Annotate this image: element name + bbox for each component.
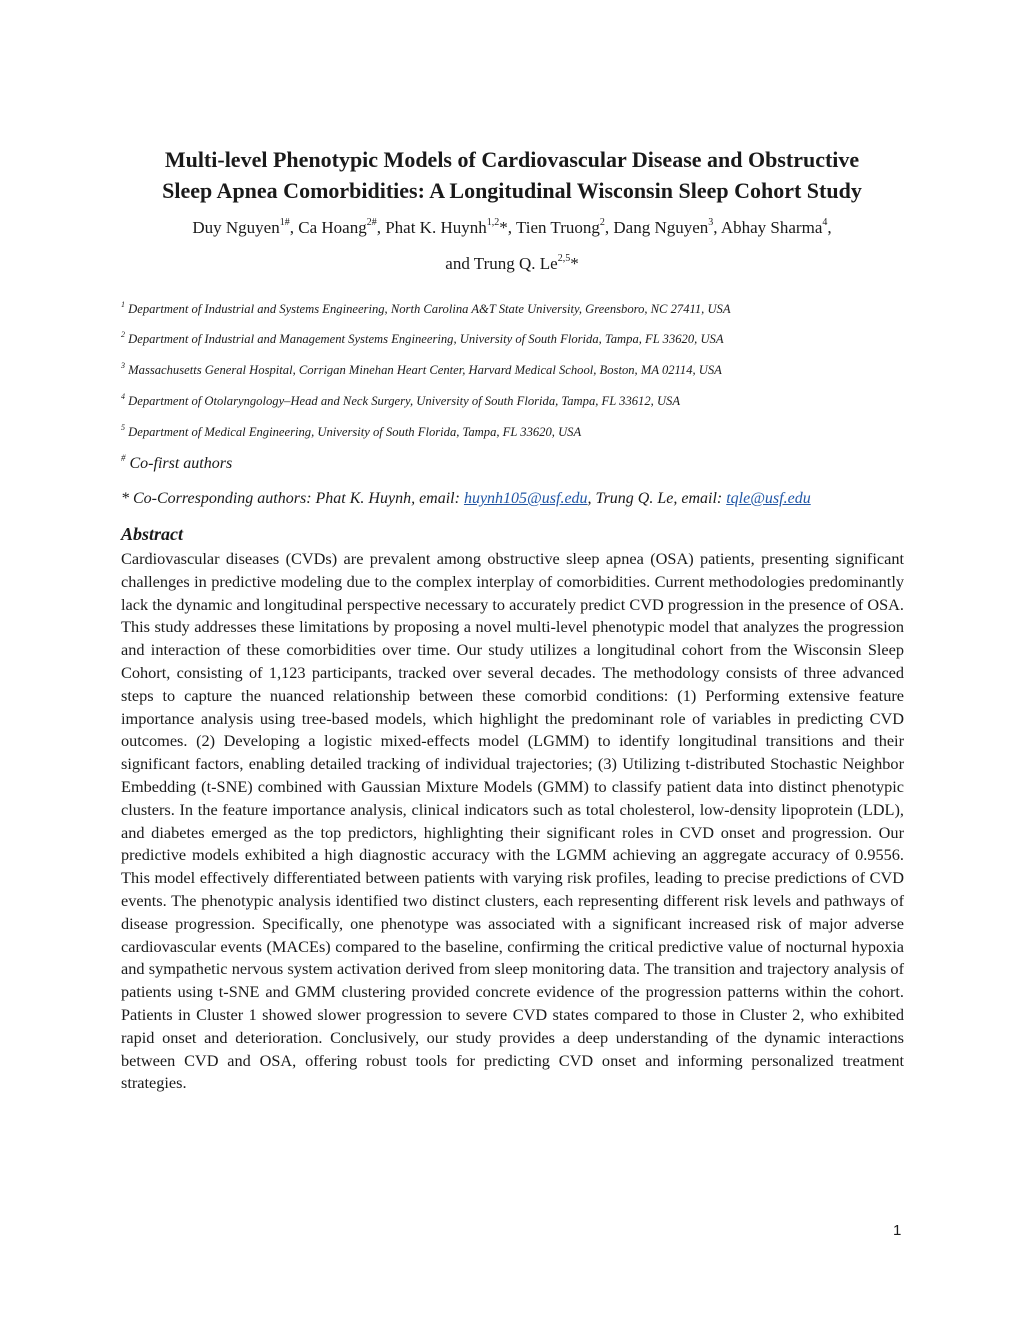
author-name: Tien Truong: [515, 218, 600, 237]
affiliation-text: Massachusetts General Hospital, Corrigan Minehan Heart Center, Harvard Medical School, Boston, MA 02114, USA: [128, 363, 722, 377]
corresponding-note: [121, 489, 921, 509]
author-affiliation-mark: 3: [708, 217, 714, 229]
affiliation-number: 4: [121, 391, 125, 401]
affiliation-number: 3: [121, 360, 125, 370]
author-affiliation-mark: 2: [599, 217, 605, 229]
author-list-continued: [100, 253, 924, 275]
affiliation: [121, 424, 921, 440]
author-name: Duy Nguyen: [192, 218, 280, 237]
affiliation-text: Department of Medical Engineering, University of South Florida, Tampa, FL 33620, USA: [128, 425, 582, 439]
affiliation-text: Department of Industrial and Management Systems Engineering, University of South Florida, Tampa, FL 33620, USA: [128, 332, 724, 346]
co-first-note: [121, 454, 921, 474]
author-name: Trung Q. Le: [473, 254, 558, 273]
affiliation-number: 1: [121, 299, 125, 309]
abstract-text: Cardiovascular diseases (CVDs) are prevalent among obstructive sleep apnea (OSA) patients, presenting significant challenges in predictive modeling due to the complex interplay of comorbidities. Current methodologies predominantly lack the dynamic and longitudinal perspective necessary to accurately predict CVD progression in the presence of OSA. This study addresses these limitations by proposing a novel multi-level phenotypic model that analyzes the progression and interaction of these comorbidities over time. Our study utilizes a longitudinal cohort from the Wisconsin Sleep Cohort, consisting of 1,123 participants, tracked over several decades. The methodology consists of three advanced steps to capture the nuanced relationship between these comorbid conditions: (1) Performing extensive feature importance analysis using tree-based models, which highlight the predominant role of variables in predicting CVD outcomes. (2) Developing a logistic mixed-effects model (LGMM) to identify longitudinal transitions and their significant factors, enabling detailed tracking of individual trajectories; (3) Utilizing t-distributed Stochastic Neighbor Embedding (t-SNE) combined with Gaussian Mixture Models (GMM) to classify patient data into distinct phenotypic clusters. In the feature importance analysis, clinical indicators such as total cholesterol, low-density lipoprotein (LDL), and diabetes emerged as the top predictors, highlighting their significant roles in CVD onset and progression. Our predictive models exhibited a high diagnostic accuracy with the LGMM achieving an aggregate accuracy of 0.9556. This model effectively differentiated between patients with varying risk profiles, leading to precise predictions of CVD events. The phenotypic analysis identified two distinct clusters, each representing different risk levels and pathways of disease progression. Specifically, one phenotype was associated with a significant increased risk of major adverse cardiovascular events (MACEs) compared to the baseline, confirming the critical predictive value of nocturnal hypoxia and sympathetic nervous system activation derived from sleep monitoring data. The transition and trajectory analysis of patients using t-SNE and GMM clustering provided concrete evidence of the progression patterns within the cohort. Patients in Cluster 1 showed slower progression to severe CVD states compared to those in Cluster 2, who exhibited rapid onset and deterioration. Conclusively, our study provides a deep understanding of the dynamic interactions between CVD and OSA, offering robust tools for predicting CVD onset and informing personalized treatment strategies.: [121, 549, 904, 1093]
corresponding-prefix: * Co-Corresponding authors: Phat K. Huynh, email:: [121, 490, 464, 507]
co-first-mark: #: [121, 452, 126, 463]
author-list: Duy Nguyen$^{1\#}$, Ca Hoang$^{2\#}$, Phat K. Huynh$^{1,2}$*, Tien Truong$^2$, Dang Nguyen$^3$, Abhay Sharma$^4$,: [192, 217, 832, 237]
affiliation: [121, 331, 921, 347]
author-name: Dang Nguyen: [613, 218, 709, 237]
abstract-heading: Abstract: [121, 524, 184, 544]
affiliation: [121, 393, 921, 409]
author-affiliation-mark: 1#: [279, 217, 290, 229]
author-affiliation-mark: 4: [822, 217, 828, 229]
author-name: Abhay Sharma: [720, 218, 823, 237]
email-link-huynh[interactable]: huynh105@usf.edu: [463, 490, 588, 507]
affiliation-number: 2: [121, 329, 125, 339]
paper-title: [100, 144, 924, 206]
affiliation: [121, 301, 921, 317]
corresponding-mark: *: [499, 218, 508, 237]
affiliation-number: 5: [121, 422, 125, 432]
author-affiliation-mark: 2,5: [557, 253, 571, 265]
author-name: Ca Hoang: [298, 218, 367, 237]
corresponding-middle: , Trung Q. Le, email:: [587, 490, 727, 507]
co-first-text: Co-first authors: [129, 455, 233, 472]
affiliation: [121, 362, 921, 378]
corresponding-mark: *: [570, 254, 579, 273]
author-affiliation-mark: 1,2: [486, 217, 500, 229]
paper-title-line-2: Sleep Apnea Comorbidities: A Longitudinal Wisconsin Sleep Cohort Study: [162, 178, 862, 203]
affiliation-text: Department of Otolaryngology–Head and Neck Surgery, University of South Florida, Tampa, FL 33612, USA: [128, 394, 681, 408]
email-link-le[interactable]: tqle@usf.edu: [726, 490, 811, 507]
author-connector: and: [445, 254, 470, 273]
paper-title-line-1: Multi-level Phenotypic Models of Cardiovascular Disease and Obstructive: [164, 147, 860, 172]
page-number: 1: [893, 1222, 902, 1239]
affiliation-text: Department of Industrial and Systems Engineering, North Carolina A&T State University, Greensboro, NC 27411, USA: [128, 302, 731, 316]
author-name: Phat K. Huynh: [385, 218, 487, 237]
author-affiliation-mark: 2#: [366, 217, 377, 229]
